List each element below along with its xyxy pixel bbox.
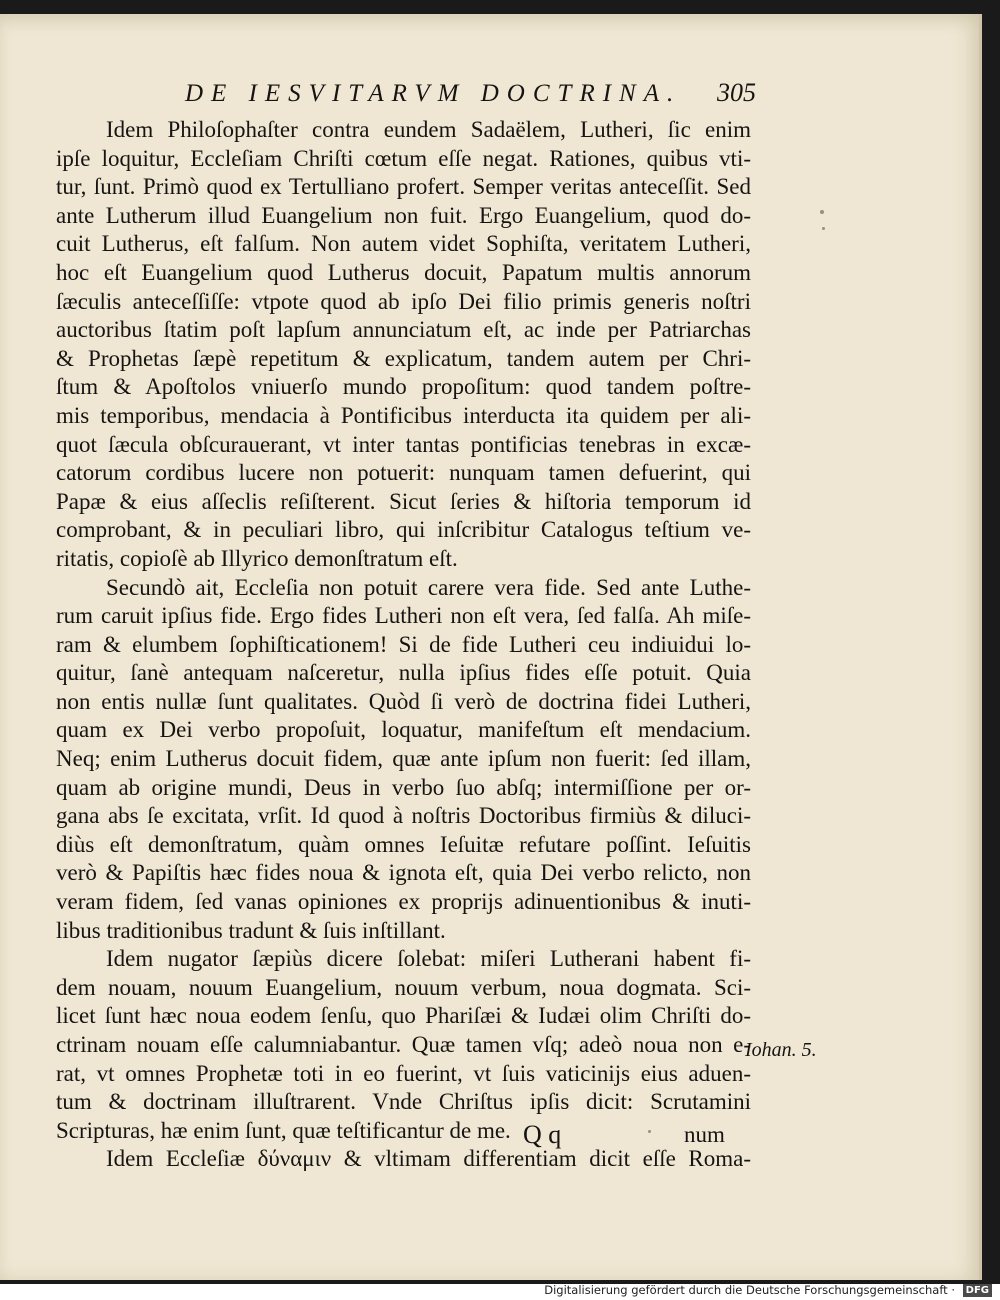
text-line: gana abs ſe excitata, vrſit. Id quod à noſtris Doctoribus firmiùs & diluci- <box>56 803 751 829</box>
body-text <box>56 116 751 1174</box>
text-line: catorum cordibus lucere non potuerit: nunquam tamen defuerint, qui <box>56 460 751 486</box>
text-line: ram & elumbem ſophiſticationem! Si de fide Lutheri ceu indiuidui lo- <box>56 631 751 657</box>
signature-mark: Q q <box>523 1120 562 1149</box>
text-line: diùs eſt demonſtratum, quàm omnes Ieſuitæ refutare poſſint. Ieſuitis <box>56 831 751 857</box>
text-line: dem nouam, nouum Euangelium, nouum verbum, noua dogmata. Sci- <box>56 974 751 1000</box>
text-line: quitur, ſanè antequam naſceretur, nulla ipſius fides eſſe potuit. Quia <box>56 660 751 686</box>
text-line: quot ſæcula obſcurauerant, vt inter tantas pontificias tenebras in excæ- <box>56 431 751 457</box>
running-title: DE IESVITARVM DOCTRINA. <box>185 80 682 107</box>
text-line: veram fidem, ſed vanas opiniones ex proprijs adinuentionibus & inuti- <box>56 889 751 915</box>
text-line: tum & doctrinam illuſtrarent. Vnde Chriſtus ipſis dicit: Scrutamini <box>56 1089 751 1115</box>
text-line: rum caruit ipſius fide. Ergo fides Lutheri non eſt vera, ſed falſa. Ah miſe- <box>56 603 751 629</box>
text-line: libus traditionibus tradunt & ſuis inſtillant. <box>56 917 446 943</box>
text-line: comprobant, & in peculiari libro, qui inſcribitur Catalogus teſtium ve- <box>56 517 751 543</box>
text-line: Idem Eccleſiæ δύναμιν & vltimam differentiam dicit eſſe Roma- <box>106 1146 751 1172</box>
margin-note: Iohan. 5. <box>745 1039 817 1061</box>
text-line: non entis nullæ ſunt qualitates. Quòd ſi verò de doctrina fidei Lutheri, <box>56 688 751 714</box>
credit-text: Digitalisierung gefördert durch die Deutsche Forschungsgemeinschaft · <box>544 1283 955 1297</box>
text-line: Scripturas, hæ enim ſunt, quæ teſtificantur de me. <box>56 1117 511 1143</box>
text-line: ſtum & Apoſtolos vniuerſo mundo propoſitum: quod tandem poſtre- <box>56 374 751 400</box>
text-line: tur, ſunt. Primò quod ex Tertulliano profert. Semper veritas anteceſſit. Sed <box>56 174 751 200</box>
text-line: quam ex Dei verbo propoſuit, loquatur, manifeſtum eſt mendacium. <box>56 717 751 743</box>
text-line: Idem Philoſophaſter contra eundem Sadaëlem, Lutheri, ſic enim <box>106 117 751 142</box>
paper-speck <box>822 227 825 230</box>
text-line: Neq; enim Lutherus docuit fidem, quæ ante ipſum non fuerit: ſed illam, <box>56 746 751 772</box>
text-line: hoc eſt Euangelium quod Lutherus docuit, Papatum multis annorum <box>56 259 751 285</box>
text-line: ritatis, copioſè ab Illyrico demonſtratum eſt. <box>56 545 458 571</box>
text-line: ante Lutherum illud Euangelium non fuit. Ergo Euangelium, quod do- <box>56 202 751 228</box>
text-line: ſæculis anteceſſiſſe: vtpote quod ab ipſo Dei filio primis generis noſtri <box>56 288 751 314</box>
text-line: ctrinam nouam eſſe calumniabantur. Quæ tamen vſq; adeò noua non e- <box>56 1032 751 1057</box>
page-number: 305 <box>717 78 756 107</box>
text-line: auctoribus ſtatim poſt lapſum annunciatum eſt, ac inde per Patriarchas <box>56 317 751 343</box>
catchword: num <box>684 1122 725 1147</box>
text-line: quam ab origine mundi, Deus in verbo ſuo abſq; intermiſſione per or- <box>56 774 751 800</box>
text-line: Idem nugator ſæpiùs dicere ſolebat: miſeri Lutherani habent fi- <box>106 946 751 972</box>
digitization-credit <box>544 1283 992 1297</box>
text-line: & Prophetas ſæpè repetitum & explicatum, tandem autem per Chri- <box>56 345 751 371</box>
text-line: mis temporibus, mendacia à Pontificibus interducta ita quidem per ali- <box>56 402 751 428</box>
text-line: cuit Lutherus, eſt falſum. Non autem videt Sophiſta, veritatem Lutheri, <box>56 231 751 257</box>
text-line: verò & Papiſtis hæc fides noua & ignota eſt, quia Dei verbo relicto, non <box>56 860 751 886</box>
text-line: licet ſunt hæc noua eodem ſenſu, quo Phariſæi & Iudæi olim Chriſti do- <box>56 1003 751 1029</box>
paper-speck <box>820 210 824 214</box>
text-line: Secundò ait, Eccleſia non potuit carere vera fide. Sed ante Luthe- <box>106 574 751 600</box>
text-line: ipſe loquitur, Eccleſiam Chriſti cœtum eſſe negat. Rationes, quibus vti- <box>56 145 751 171</box>
dfg-logo-icon: DFG <box>963 1284 992 1297</box>
text-line: rat, vt omnes Prophetæ toti in eo fuerint, vt ſuis vaticinijs eius aduen- <box>56 1060 751 1086</box>
text-line: Papæ & eius aſſeclis reſiſterent. Sicut ſeries & hiſtoria temporum id <box>56 488 751 514</box>
